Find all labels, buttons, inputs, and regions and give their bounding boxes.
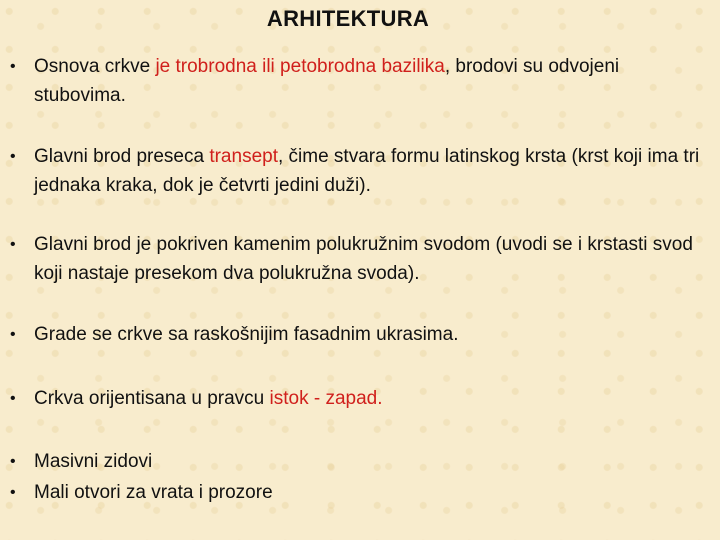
highlight-text: je trobrodna ili petobrodna bazilika <box>155 56 445 77</box>
bullet-text: Crkva orijentisana u pravcu istok - zapad. <box>34 388 383 409</box>
bullet-text: Glavni brod preseca transept, čime stvara formu latinskog krsta (krst koji ima tri jednaka kraka, dok je četvrti jedini duži). <box>34 146 700 196</box>
bullet-dot-icon: • <box>10 148 16 165</box>
bullet-item-4 <box>10 320 710 349</box>
bullet-item-5 <box>10 384 710 413</box>
bullet-item-7 <box>10 478 710 507</box>
bullet-text: Glavni brod je pokriven kamenim polukružnim svodom (uvodi se i krstasti svod koji nastaje presekom dva polukružna svoda). <box>34 234 693 284</box>
highlight-text: istok - zapad <box>269 388 378 409</box>
bullet-item-2 <box>10 142 710 200</box>
bullet-dot-icon: • <box>10 326 16 343</box>
bullet-dot-icon: • <box>10 236 16 253</box>
slide-title: ARHITEKTURA <box>266 6 430 31</box>
bullet-text: Osnova crkve je trobrodna ili petobrodna bazilika, brodovi su odvojeni stubovima. <box>34 56 620 106</box>
bullet-dot-icon: • <box>10 58 16 75</box>
bullet-dot-icon: • <box>10 390 16 407</box>
bullet-text: Grade se crkve sa raskošnijim fasadnim ukrasima. <box>34 324 459 345</box>
bullet-item-3 <box>10 230 710 288</box>
bullet-text: Mali otvori za vrata i prozore <box>34 482 273 503</box>
bullet-item-6 <box>10 447 710 476</box>
bullet-dot-icon: • <box>10 484 16 501</box>
bullet-dot-icon: • <box>10 453 16 470</box>
bullet-text: Masivni zidovi <box>34 451 153 472</box>
bullet-item-1 <box>10 52 710 110</box>
highlight-text: transept <box>209 146 278 167</box>
